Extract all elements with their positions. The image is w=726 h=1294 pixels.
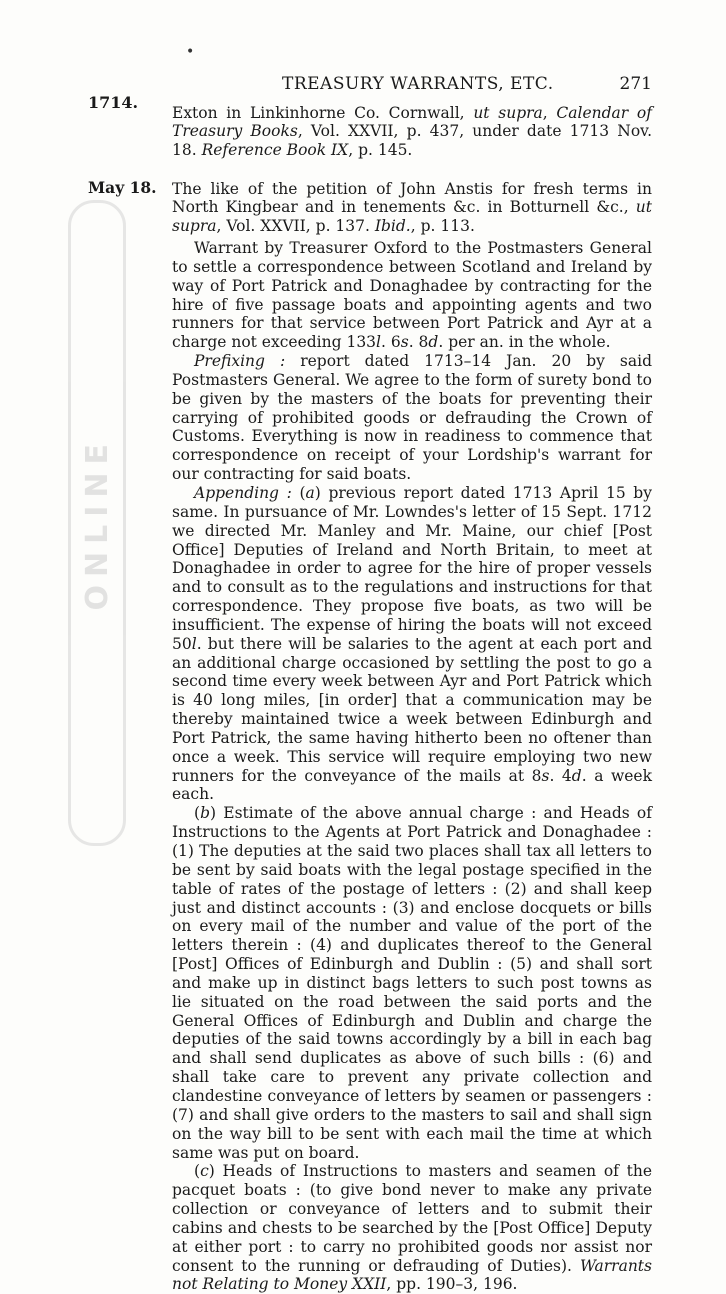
warrant-intro: Warrant by Treasurer Oxford to the Postmasters General to settle a correspondence between Scotland and Ireland by way of Port Patrick and Donaghadee by contracting for the hire of five passage boats and appointing agents and two runners for that service between Port Patrick and Ayr at a charge not exceeding 133l. 6s. 8d. per an. in the whole. [172,239,652,352]
page-title: TREASURY WARRANTS, ETC. [282,74,554,94]
appending-paragraph: Appending : (a) previous report dated 1713 April 15 by same. In pursuance of Mr. Lowndes's letter of 15 Sept. 1712 we directed Mr. Manley and Mr. Maine, our chief [Post Office] Deputies of Ireland and North Britain, to meet at Donaghadee in order to agree for the hire of proper vessels and to consult as to the regulations and instructions for that correspondence. They propose five boats, as two will be insufficient. The expense of hiring the boats will not exceed 50l. but there will be salaries to the agent at each port and an additional charge occasioned by settling the post to go a second time every week between Ayr and Port Patrick which is 40 long miles, [in order] that a communication may be thereby maintained twice a week between Edinburgh and Port Patrick, the same having hitherto been no oftener than once a week. This service will require employing two new runners for the conveyance of the mails at 8s. 4d. a week each. [172,483,653,804]
page-number: 271 [619,74,652,94]
watermark-text: ONLINE [79,435,115,611]
margin-year: 1714. [88,93,139,112]
instructions-paragraph: (c) Heads of Instructions to masters and seamen of the pacquet boats : (to give bond never to make any private collection or conveyance of letters and to submit their cabins and chests to be searched by the [Post Office] Deputy at either port : to carry no prohibited goods nor assist nor consent to the running or defrauding of Duties). Warrants not Relating to Money XXII, pp. 190–3, 196. [172,1162,652,1294]
running-header [162,74,652,98]
warrant-body [172,239,652,1294]
stray-mark: • [186,44,195,60]
watermark [68,200,126,846]
source-reference: Warrants not Relating to Money XXII [172,1256,652,1294]
prefixing-label: Prefixing : [194,352,286,371]
appending-label: Appending : [194,483,292,502]
estimate-paragraph: (b) Estimate of the above annual charge : and Heads of Instructions to the Agents at Port Patrick and Donaghadee : (1) The deputies at the said two places shall tax all letters to be sent by said boats with the legal postage specified in the table of rates of the postage of letters : (2) and shall keep just and distinct accounts : (3) and enclose docquets or bills on every mail of the number and value of the port of the letters therein : (4) and duplicates thereof to the General [Post] Offices of Edinburgh and Dublin : (5) and shall sort and make up in distinct bags letters to such post towns as lie situated on the road between the said ports and the General Offices of Edinburgh and Dublin and charge the deputies of the said towns accordingly by a bill in each bag and shall send duplicates as above of such bills : (6) and shall take care to prevent any private collection and clandestine conveyance of letters by seamen or passengers : (7) and shall give orders to the masters to sail and shall sign on the way bill to be sent with each mail the time at which same was put on board. [172,804,652,1162]
entry-anstis: The like of the petition of John Anstis for fresh terms in North Kingbear and in tenements &c. in Botturnell &c., ut supra, Vol. XXVII, p. 137. Ibid., p. 113. [172,180,652,235]
margin-date: May 18. [88,178,157,197]
prefixing-paragraph: Prefixing : report dated 1713–14 Jan. 20 by said Postmasters General. We agree to the form of surety bond to be given by the masters of the boats for preventing their carrying of prohibited goods or defrauding the Crown of Customs. Everything is now in readiness to commence that correspondence on receipt of your Lordship's warrant for our contracting for said boats. [172,352,652,484]
entry-exton: Exton in Linkinhorne Co. Cornwall, ut supra, Calendar of Treasury Books, Vol. XXVII, p. 437, under date 1713 Nov. 18. Reference Book IX, p. 145. [172,104,652,159]
